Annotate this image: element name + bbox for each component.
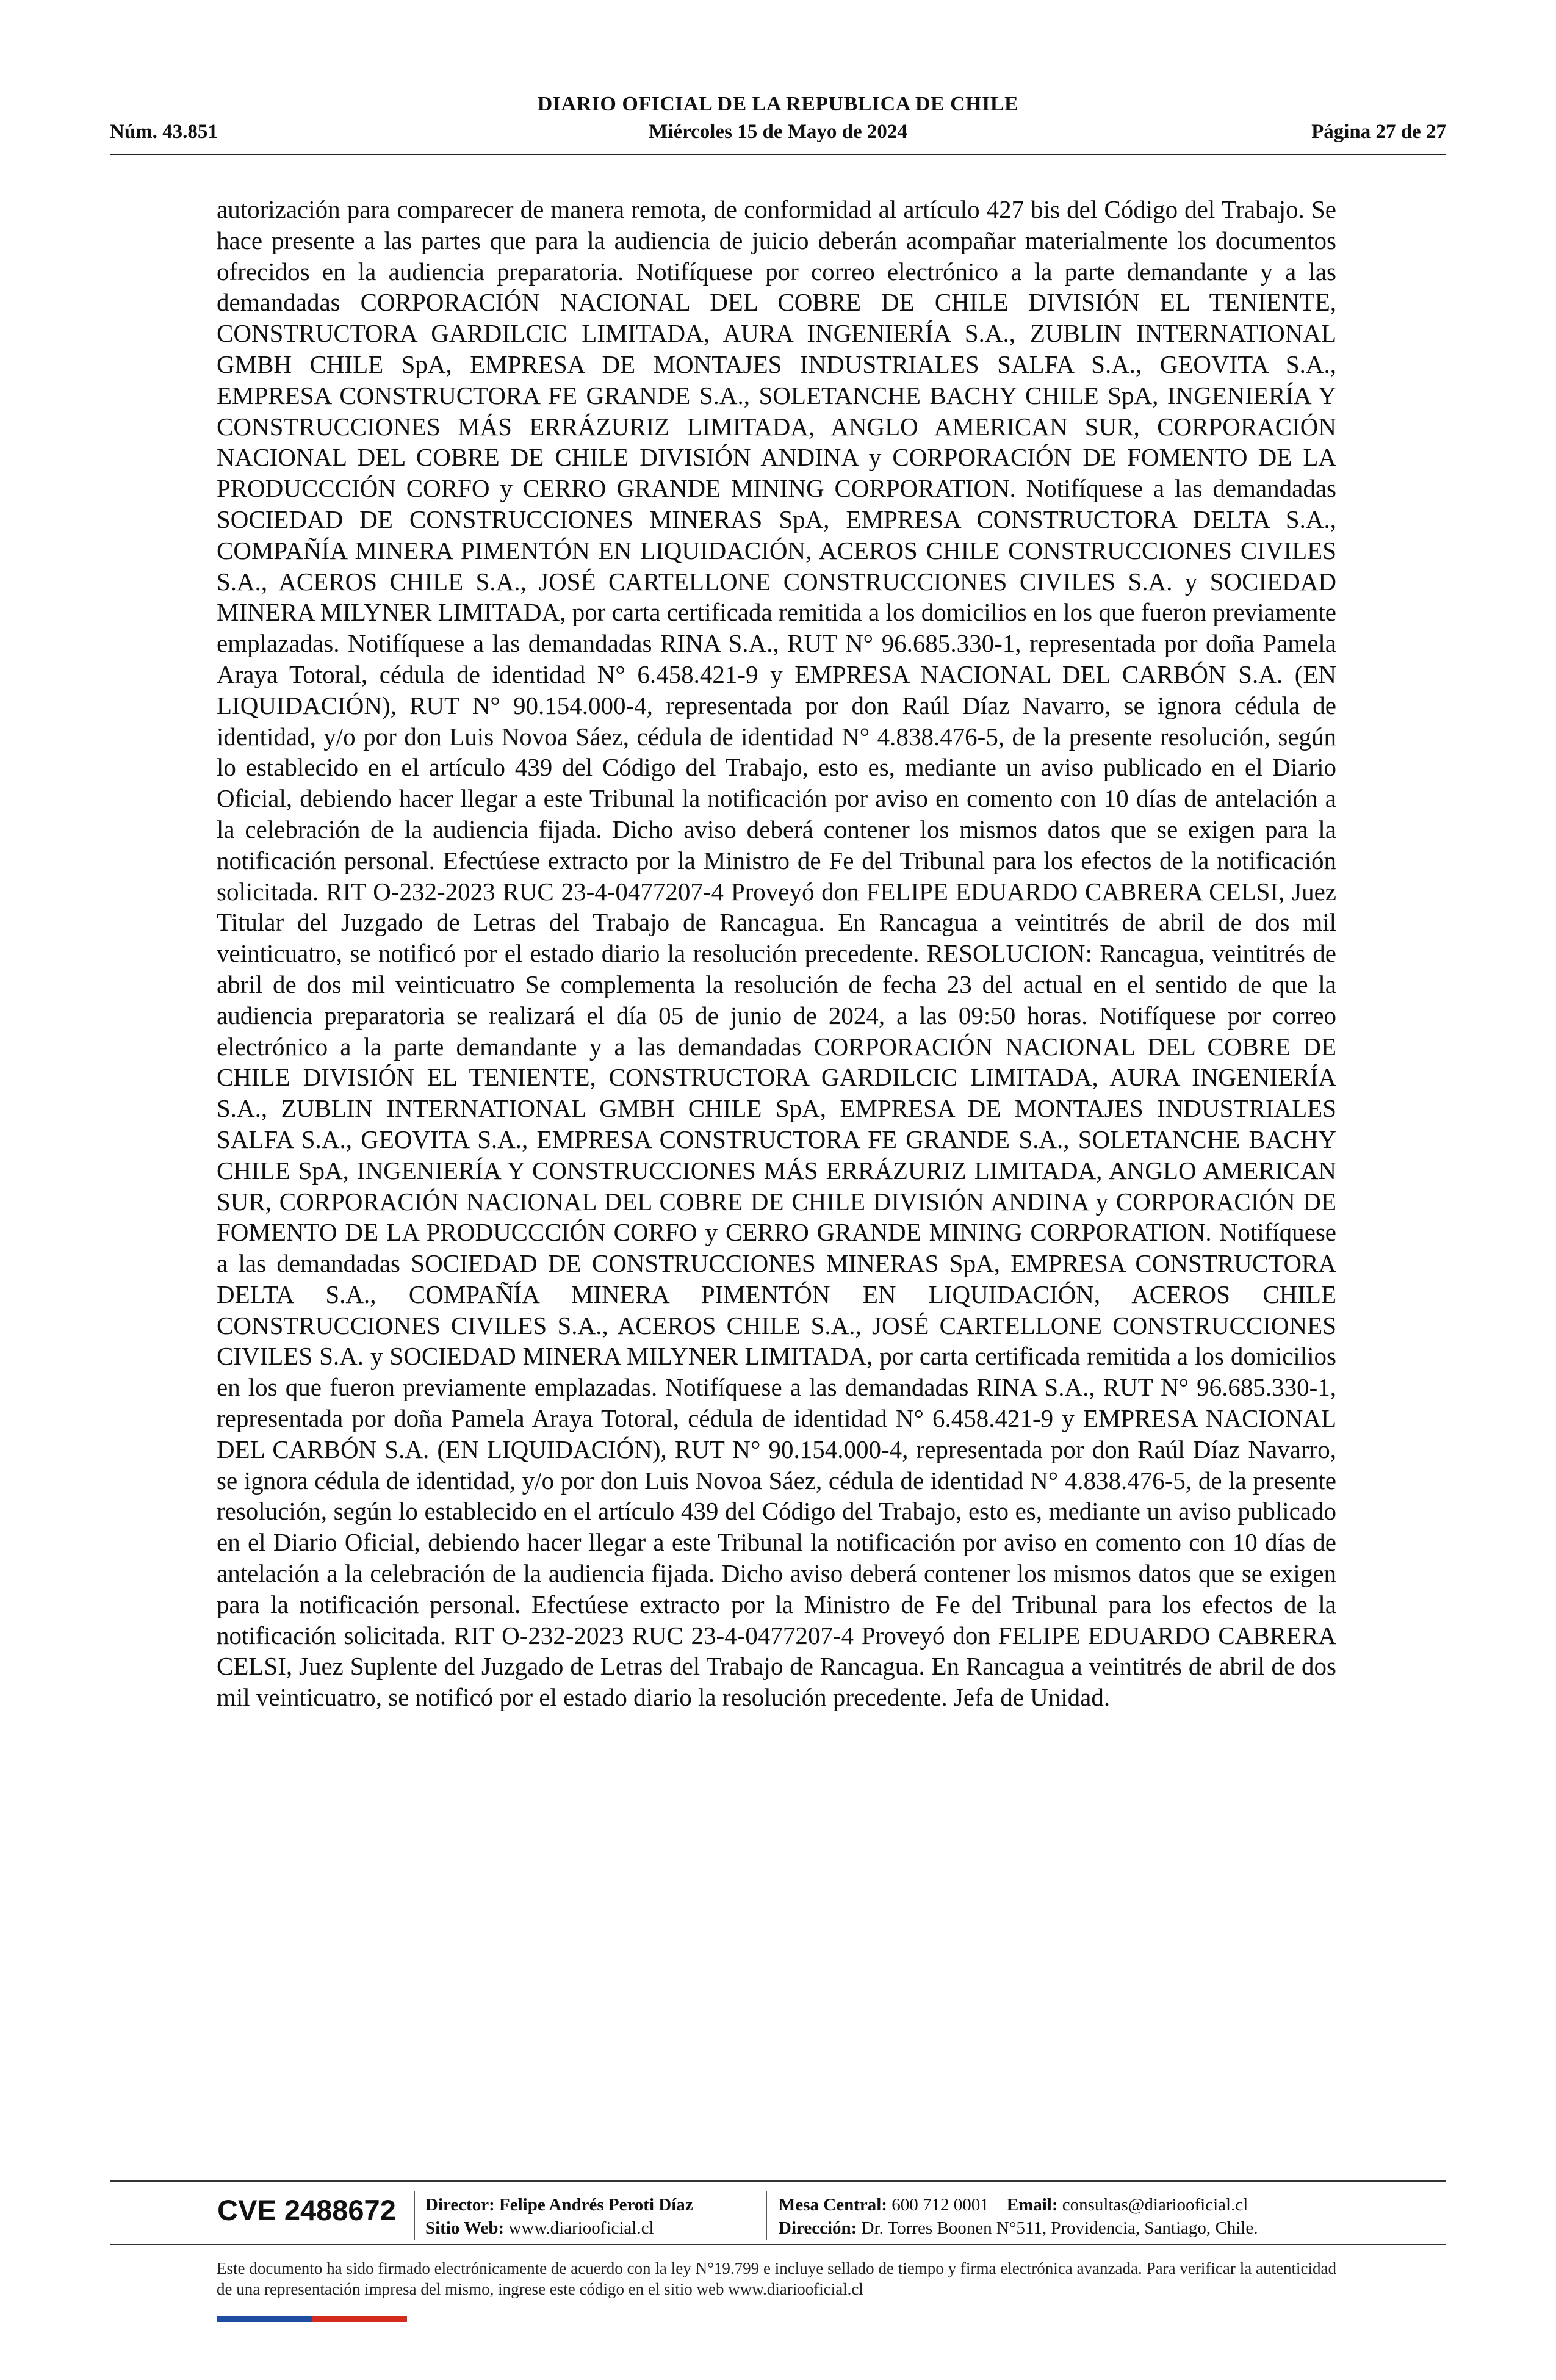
issue-number: Núm. 43.851 bbox=[110, 121, 218, 143]
footer-top-divider bbox=[110, 2180, 1446, 2182]
footer-contact-block bbox=[779, 2193, 1258, 2240]
director-label: Director: bbox=[425, 2195, 495, 2215]
page-header bbox=[110, 93, 1446, 154]
publication-date: Miércoles 15 de Mayo de 2024 bbox=[649, 121, 907, 143]
website-link[interactable]: www.diariooficial.cl bbox=[508, 2218, 654, 2238]
flag-blue-segment bbox=[217, 2316, 312, 2322]
cve-code: CVE 2488672 bbox=[217, 2194, 396, 2226]
footer-separator bbox=[414, 2191, 415, 2240]
email-link[interactable]: consultas@diariooficial.cl bbox=[1062, 2195, 1248, 2215]
flag-red-segment bbox=[312, 2316, 407, 2322]
body-paragraph: autorización para comparecer de manera remota, de conformidad al artículo 427 bis del Código del Trabajo. Se hace presente a las partes que para la audiencia de juicio deberán acompañar materialmente los documentos ofrecidos en la audiencia preparatoria. Notifíquese por correo electrónico a la parte demandante y a las demandadas CORPORACIÓN NACIONAL DEL COBRE DE CHILE DIVISIÓN EL TENIENTE, CONSTRUCTORA GARDILCIC LIMITADA, AURA INGENIERÍA S.A., ZUBLIN INTERNATIONAL GMBH CHILE SpA, EMPRESA DE MONTAJES INDUSTRIALES SALFA S.A., GEOVITA S.A., EMPRESA CONSTRUCTORA FE GRANDE S.A., SOLETANCHE BACHY CHILE SpA, INGENIERÍA Y CONSTRUCCIONES MÁS ERRÁZURIZ LIMITADA, ANGLO AMERICAN SUR, CORPORACIÓN NACIONAL DEL COBRE DE CHILE DIVISIÓN ANDINA y CORPORACIÓN DE FOMENTO DE LA PRODUCCCIÓN CORFO y CERRO GRANDE MINING CORPORATION. Notifíquese a las demandadas SOCIEDAD DE CONSTRUCCIONES MINERAS SpA, EMPRESA CONSTRUCTORA DELTA S.A., COMPAÑÍA MINERA PIMENTÓN EN LIQUIDACIÓN, ACEROS CHILE CONSTRUCCIONES CIVILES S.A., ACEROS CHILE S.A., JOSÉ CARTELLONE CONSTRUCCIONES CIVILES S.A. y SOCIEDAD MINERA MILYNER LIMITADA, por carta certificada remitida a los domicilios en los que fueron previamente emplazadas. Notifíquese a las demandadas RINA S.A., RUT N° 96.685.330-1, representada por doña Pamela Araya Totoral, cédula de identidad N° 6.458.421-9 y EMPRESA NACIONAL DEL CARBÓN S.A. (EN LIQUIDACIÓN), RUT N° 90.154.000-4, representada por don Raúl Díaz Navarro, se ignora cédula de identidad, y/o por don Luis Novoa Sáez, cédula de identidad N° 4.838.476-5, de la presente resolución, según lo establecido en el artículo 439 del Código del Trabajo, esto es, mediante un aviso publicado en el Diario Oficial, debiendo hacer llegar a este Tribunal la notificación por aviso en comento con 10 días de antelación a la celebración de la audiencia fijada. Dicho aviso deberá contener los mismos datos que se exigen para la notificación personal. Efectúese extracto por la Ministro de Fe del Tribunal para los efectos de la notificación solicitada. RIT O-232-2023 RUC 23-4-0477207-4 Proveyó don FELIPE EDUARDO CABRERA CELSI, Juez Titular del Juzgado de Letras del Trabajo de Rancagua. En Rancagua a veintitrés de abril de dos mil veinticuatro, se notificó por el estado diario la resolución precedente. RESOLUCION: Rancagua, veintitrés de abril de dos mil veinticuatro Se complementa la resolución de fecha 23 del actual en el sentido de que la audiencia preparatoria se realizará el día 05 de junio de 2024, a las 09:50 horas. Notifíquese por correo electrónico a la parte demandante y a las demandadas CORPORACIÓN NACIONAL DEL COBRE DE CHILE DIVISIÓN EL TENIENTE, CONSTRUCTORA GARDILCIC LIMITADA, AURA INGENIERÍA S.A., ZUBLIN INTERNATIONAL GMBH CHILE SpA, EMPRESA DE MONTAJES INDUSTRIALES SALFA S.A., GEOVITA S.A., EMPRESA CONSTRUCTORA FE GRANDE S.A., SOLETANCHE BACHY CHILE SpA, INGENIERÍA Y CONSTRUCCIONES MÁS ERRÁZURIZ LIMITADA, ANGLO AMERICAN SUR, CORPORACIÓN NACIONAL DEL COBRE DE CHILE DIVISIÓN ANDINA y CORPORACIÓN DE FOMENTO DE LA PRODUCCCIÓN CORFO y CERRO GRANDE MINING CORPORATION. Notifíquese a las demandadas SOCIEDAD DE CONSTRUCCIONES MINERAS SpA, EMPRESA CONSTRUCTORA DELTA S.A., COMPAÑÍA MINERA PIMENTÓN EN LIQUIDACIÓN, ACEROS CHILE CONSTRUCCIONES CIVILES S.A., ACEROS CHILE S.A., JOSÉ CARTELLONE CONSTRUCCIONES CIVILES S.A. y SOCIEDAD MINERA MILYNER LIMITADA, por carta certificada remitida a los domicilios en los que fueron previamente emplazadas. Notifíquese a las demandadas RINA S.A., RUT N° 96.685.330-1, representada por doña Pamela Araya Totoral, cédula de identidad N° 6.458.421-9 y EMPRESA NACIONAL DEL CARBÓN S.A. (EN LIQUIDACIÓN), RUT N° 90.154.000-4, representada por don Raúl Díaz Navarro, se ignora cédula de identidad, y/o por don Luis Novoa Sáez, cédula de identidad N° 4.838.476-5, de la presente resolución, según lo establecido en el artículo 439 del Código del Trabajo, esto es, mediante un aviso publicado en el Diario Oficial, debiendo hacer llegar a este Tribunal la notificación por aviso en comento con 10 días de antelación a la celebración de la audiencia fijada. Dicho aviso deberá contener los mismos datos que se exigen para la notificación personal. Efectúese extracto por la Ministro de Fe del Tribunal para los efectos de la notificación solicitada. RIT O-232-2023 RUC 23-4-0477207-4 Proveyó don FELIPE EDUARDO CABRERA CELSI, Juez Suplente del Juzgado de Letras del Trabajo de Rancagua. En Rancagua a veintitrés de abril de dos mil veinticuatro, se notificó por el estado diario la resolución precedente. Jefa de Unidad. bbox=[217, 195, 1336, 1712]
page-number: Página 27 de 27 bbox=[1311, 121, 1446, 143]
phone-number: 600 712 0001 bbox=[891, 2195, 989, 2215]
header-divider bbox=[110, 154, 1446, 155]
chile-flag-stripe bbox=[217, 2316, 407, 2322]
newspaper-title: DIARIO OFICIAL DE LA REPUBLICA DE CHILE bbox=[537, 93, 1019, 115]
footer-separator bbox=[766, 2191, 767, 2240]
website-label: Sitio Web: bbox=[425, 2218, 505, 2238]
signature-disclaimer: Este documento ha sido firmado electrónicamente de acuerdo con la ley N°19.799 e incluye sellado de tiempo y firma electrónica avanzada. Para verificar la autenticidad de una representación impresa del mismo, ingrese este código en el sitio web www.diariooficial.cl bbox=[217, 2259, 1336, 2298]
footer-director-block bbox=[425, 2193, 693, 2240]
footer-mid-divider bbox=[110, 2244, 1446, 2245]
email-label: Email: bbox=[1006, 2195, 1058, 2215]
address-text: Dr. Torres Boonen N°511, Providencia, Santiago, Chile. bbox=[861, 2218, 1258, 2238]
document-body bbox=[217, 194, 1336, 1713]
address-label: Dirección: bbox=[779, 2218, 857, 2238]
phone-label: Mesa Central: bbox=[779, 2195, 887, 2215]
director-name: Felipe Andrés Peroti Díaz bbox=[499, 2195, 693, 2215]
